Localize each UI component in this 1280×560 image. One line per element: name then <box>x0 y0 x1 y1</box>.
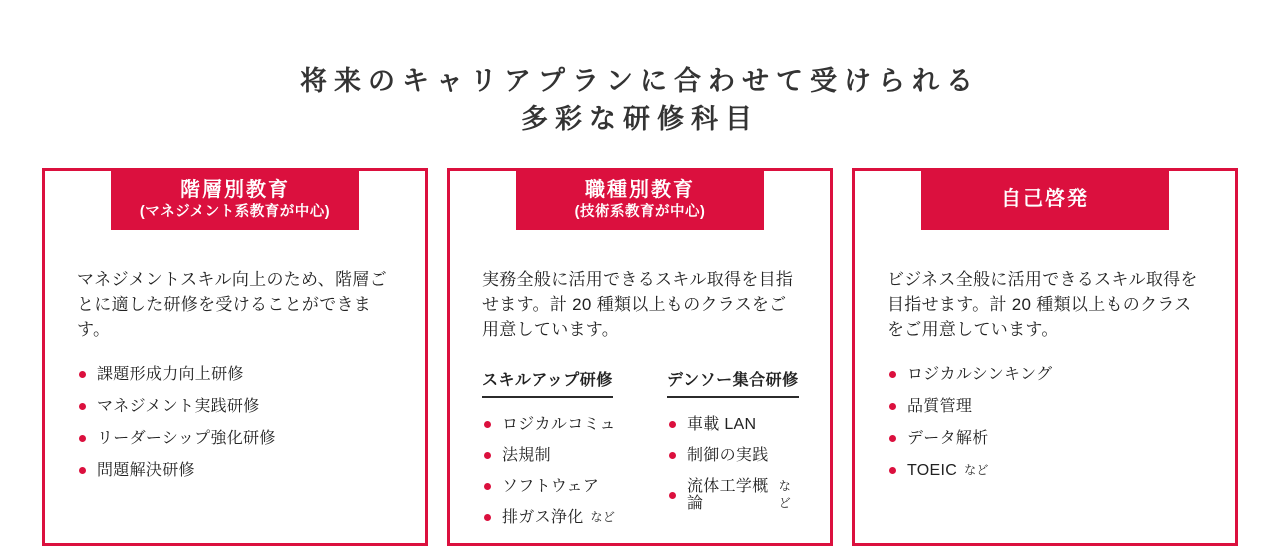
item-label: 課題形成力向上研修 <box>97 366 244 384</box>
training-list <box>482 416 667 526</box>
column-heading: スキルアップ研修 <box>482 367 613 398</box>
card-badge <box>111 168 359 230</box>
item-label: 排ガス浄化 <box>502 509 584 527</box>
card-description: 実務全般に活用できるスキル取得を目指せます。計 20 種類以上ものクラスをご用意しています。 <box>482 270 794 340</box>
list-item <box>79 398 395 415</box>
bullet-icon <box>889 403 896 410</box>
list-item <box>889 430 1205 447</box>
badge-subtitle: (マネジメント系教育が中心) <box>139 203 331 220</box>
item-label: ソフトウェア <box>502 478 600 496</box>
item-label: データ解析 <box>907 430 989 448</box>
bullet-icon <box>79 467 86 474</box>
list-item <box>484 509 667 526</box>
list-item <box>669 416 800 433</box>
item-label: リーダーシップ強化研修 <box>97 430 276 448</box>
training-list <box>887 366 1205 479</box>
item-suffix: など <box>590 510 616 525</box>
column-skill-up <box>482 367 667 540</box>
list-item <box>889 366 1205 383</box>
item-label: 問題解決研修 <box>97 462 195 480</box>
training-columns <box>482 367 800 540</box>
page-title-line2: 多彩な研修科目 <box>521 104 759 135</box>
card-description: マネジメントスキル向上のため、階層ごとに適した研修を受けることができます。 <box>77 270 387 340</box>
item-label: 法規制 <box>502 447 551 465</box>
training-list <box>77 366 395 479</box>
list-item <box>669 478 800 512</box>
bullet-icon <box>79 371 86 378</box>
card-badge <box>921 168 1169 230</box>
item-label: 車載 LAN <box>687 416 757 434</box>
item-suffix: など <box>778 479 791 511</box>
bullet-icon <box>889 467 896 474</box>
item-label: ロジカルシンキング <box>907 366 1053 384</box>
page-title <box>0 18 1280 138</box>
card-hierarchy-education <box>42 168 428 546</box>
bullet-icon <box>484 483 491 490</box>
bullet-icon <box>669 492 676 499</box>
bullet-icon <box>484 421 491 428</box>
bullet-icon <box>79 435 86 442</box>
list-item <box>79 430 395 447</box>
list-item <box>79 366 395 383</box>
badge-title: 職種別教育 <box>585 178 695 201</box>
bullet-icon <box>79 403 86 410</box>
item-label: 品質管理 <box>907 398 973 416</box>
item-label: ロジカルコミュ <box>502 416 616 434</box>
badge-title: 自己啓発 <box>1001 188 1089 211</box>
item-label: マネジメント実践研修 <box>97 398 260 416</box>
page-title-line1: 将来のキャリアプランに合わせて受けられる <box>300 66 980 97</box>
column-denso-group <box>667 367 800 540</box>
bullet-icon <box>889 435 896 442</box>
item-label: TOEIC <box>907 462 958 480</box>
list-item <box>484 447 667 464</box>
list-item <box>484 478 667 495</box>
card-job-type-education <box>447 168 833 546</box>
training-cards <box>0 168 1280 546</box>
bullet-icon <box>484 452 491 459</box>
bullet-icon <box>669 452 676 459</box>
item-label: 制御の実践 <box>687 447 769 465</box>
list-item <box>484 416 667 433</box>
badge-subtitle: (技術系教育が中心) <box>574 203 706 220</box>
card-badge <box>516 168 764 230</box>
bullet-icon <box>889 371 896 378</box>
badge-title: 階層別教育 <box>180 178 290 201</box>
item-suffix: など <box>964 463 989 478</box>
training-list <box>667 416 800 512</box>
card-self-development <box>852 168 1238 546</box>
list-item <box>889 462 1205 479</box>
list-item <box>79 462 395 479</box>
list-item <box>669 447 800 464</box>
card-description: ビジネス全般に活用できるスキル取得を目指せます。計 20 種類以上ものクラスをご用意しています。 <box>887 270 1198 340</box>
column-heading: デンソー集合研修 <box>667 367 799 398</box>
list-item <box>889 398 1205 415</box>
bullet-icon <box>669 421 676 428</box>
bullet-icon <box>484 514 491 521</box>
item-label: 流体工学概論 <box>687 478 769 513</box>
